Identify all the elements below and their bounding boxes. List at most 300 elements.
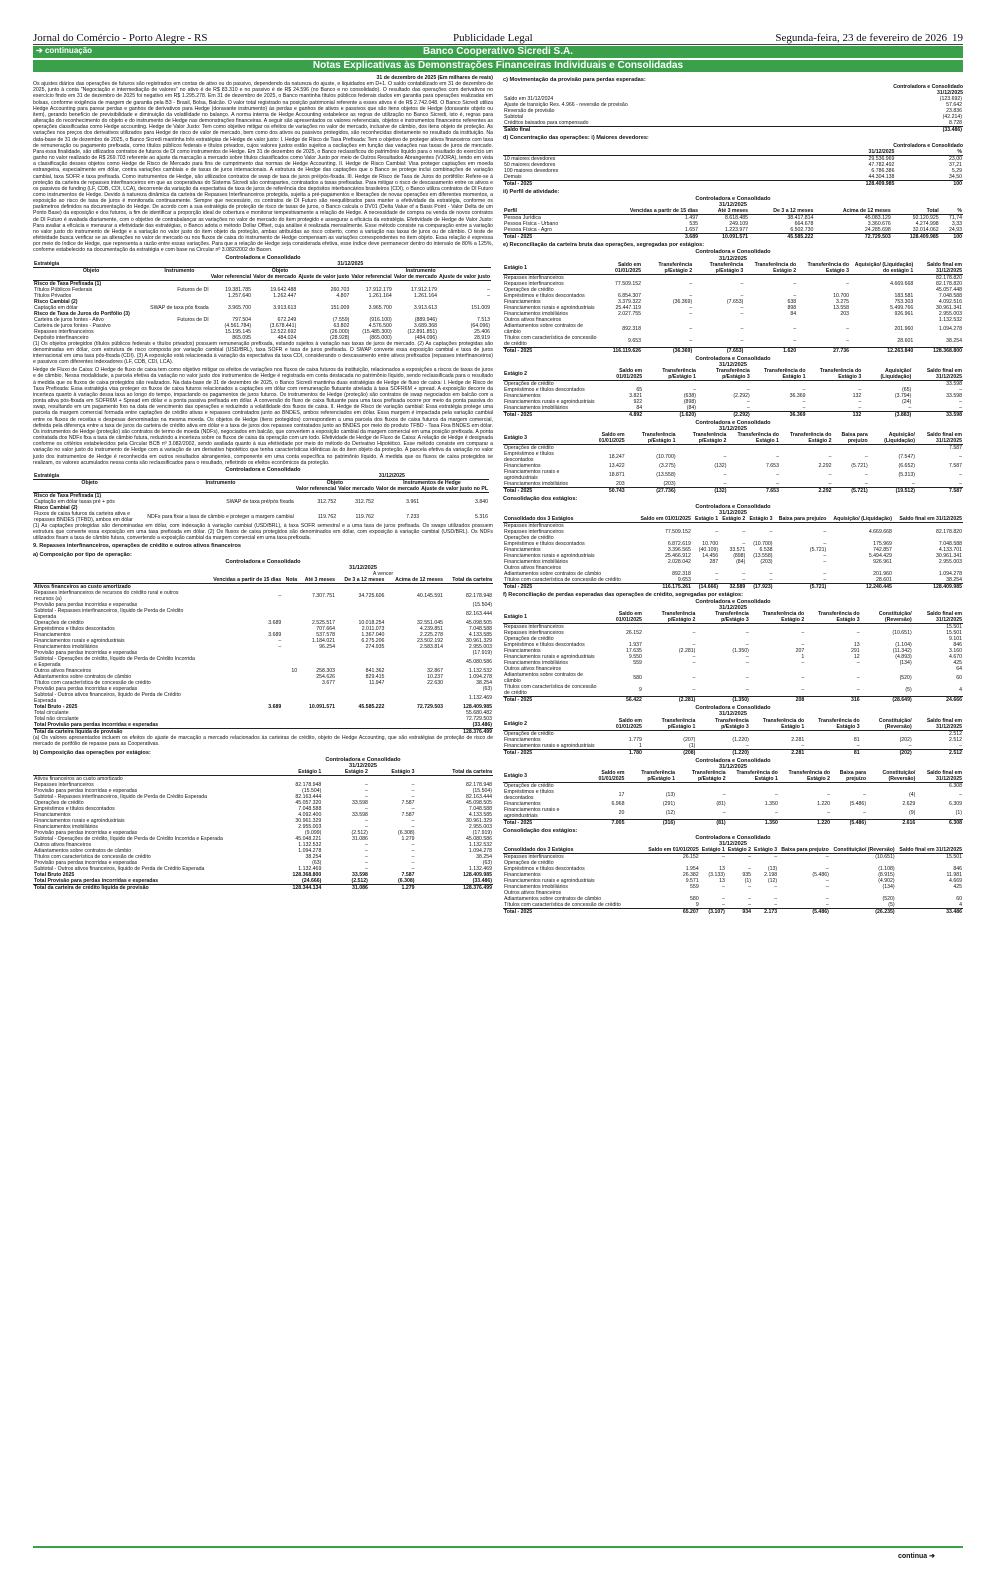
table-cell: (17.919) xyxy=(472,650,492,657)
table-cell: – xyxy=(825,878,829,885)
col-header: Até 3 meses xyxy=(298,577,336,584)
table-cell: 935 xyxy=(742,872,751,879)
table-cell: Risco de Taxa de Juros do Portfólio (3) xyxy=(34,310,130,317)
table-cell: (520) xyxy=(882,896,895,903)
col-header: Estágio 3 xyxy=(503,432,585,445)
table-cell: 10 xyxy=(291,668,298,675)
table-cell: 45.098.505 xyxy=(466,620,492,627)
table-cell: Financiamentos xyxy=(34,632,71,639)
col-header: Estágio 3 xyxy=(746,516,773,523)
col-header: Saldo em 01/01/2025 xyxy=(600,611,643,624)
table-cell: 37,21 xyxy=(949,161,962,168)
table-cell: 9.101 xyxy=(949,636,962,643)
table-cell: (3.107) xyxy=(700,909,726,916)
table-cell: 128.344.134 xyxy=(265,885,322,892)
col-header: Estágio 2 xyxy=(726,847,752,854)
table-cell: 258.303 xyxy=(316,668,336,675)
col-header: Saldo em 01/01/2025 xyxy=(585,432,626,445)
table-cell: (1.620) xyxy=(643,412,697,419)
col-header: Saldo final em 31/12/2025 xyxy=(912,368,963,381)
table-cell: 82.178.948 xyxy=(466,593,492,600)
table-cell: – xyxy=(823,540,827,547)
table-cell: – xyxy=(801,660,805,667)
table-cell: 60 xyxy=(956,896,962,903)
table-cell: (484.096) xyxy=(414,334,437,341)
table-row xyxy=(503,451,963,463)
table-cell: Carteira de juros fontes - Passivo xyxy=(34,322,111,329)
col-header: Constituição/ (Reversão) xyxy=(861,611,913,624)
table-row xyxy=(33,608,493,620)
col-header: Saldo em 01/01/2025 xyxy=(600,368,643,381)
table-cell xyxy=(491,299,493,305)
table-cell: 4.133.585 xyxy=(468,632,492,639)
table-cell: – xyxy=(411,866,415,872)
table-cell: 84 xyxy=(790,310,797,317)
table-group-title: Controladora e Consolidado xyxy=(695,705,771,712)
table-cell: 2.011.073 xyxy=(361,626,385,633)
table-cell: – xyxy=(823,576,827,583)
table-cell: 1.132.469 xyxy=(468,695,492,702)
col-header: Saldo em 01/01/2025 xyxy=(585,770,625,783)
col-header: Vencidas a partir de 15 dias xyxy=(200,577,282,584)
table-cell: (3.133) xyxy=(708,872,725,879)
table-cell: 128.376.499 xyxy=(444,729,493,736)
table-cell: 4 xyxy=(959,687,962,694)
table-cell: Operações de crédito xyxy=(504,730,554,737)
header-row xyxy=(503,432,963,445)
table-cell: Total da carteira de crédito líquida de provisão xyxy=(33,885,265,892)
col-header: Aquisição/ (Liquidação) xyxy=(869,432,916,445)
col-header: Acima de 12 meses xyxy=(814,208,891,215)
table-cell: (9) xyxy=(908,809,916,816)
table-cell: (5) xyxy=(888,902,895,909)
table-date: 31/12/2025 xyxy=(719,361,747,368)
table-cell: 201.960 xyxy=(894,325,914,332)
table-cell: Subtotal - Outros ativos financeiros, líquido de Perda de Crédito Esperada xyxy=(34,692,181,705)
table-cell xyxy=(282,608,298,620)
table-cell: (5.721) xyxy=(774,583,828,590)
table-cell: – xyxy=(863,809,867,816)
table-cell: 559 xyxy=(690,884,699,891)
table-cell: 7.513 xyxy=(477,316,490,323)
col-header: Saldo em 01/01/2025 xyxy=(600,718,643,731)
table-cell: 7.233 xyxy=(406,513,420,520)
table-cell: 119.762 xyxy=(317,513,337,520)
table-cell: Pessoa Jurídica xyxy=(504,215,541,222)
table-cell: – xyxy=(742,540,746,547)
table-cell: 183.581 xyxy=(894,292,914,299)
table-cell: 1 xyxy=(638,742,642,749)
col-header: Valor de mercado xyxy=(375,485,420,492)
table-cell: 4.669.668 xyxy=(890,280,914,287)
table-cell: (3.678.441) xyxy=(269,322,297,329)
table-cell: (3.794) xyxy=(894,393,912,400)
table-cell: Outros ativos financeiros xyxy=(504,666,562,673)
table-cell: 6.275.206 xyxy=(361,638,385,645)
table-cell: – xyxy=(692,630,696,637)
table-cell: – xyxy=(846,337,849,344)
table-cell: 15.195.145 xyxy=(225,328,252,335)
table-cell: 82.163.444 xyxy=(295,794,322,800)
table-cell: – xyxy=(278,593,282,600)
table-cell: 580 xyxy=(690,896,699,903)
table-cell: 7.587 xyxy=(916,488,963,495)
table-cell: 9 xyxy=(695,902,699,909)
table-cell: Financiamentos rurais e agroindustriais xyxy=(504,654,595,661)
col-header: Saldo final em 31/12/2025 xyxy=(914,262,963,275)
table-cell: 2.292 xyxy=(818,463,832,470)
hedge-paragraph-2: Hedge de Fluxo de Caixa: O Hedge de fluxo de caixa tem como objetivo mitigar os efeitos de variações nos fluxos de caixa futuros da instituição, relacionados a exposições a riscos de taxas de juros e de câmbio. Nessa modalidade, a parcela efetiva da variação no valor justo dos instrumentos de Hedge é registrada em conta destacada no patrimônio líquido, sendo reclassificada para o resultado à medida que os fluxos de caixa protegidos são realizados. Na data-base de 31 de dezembro de 2025, o Banco Sicredi mantinha duas estratégias de Hedge de fluxo de caixa: I. Hedge de Risco de Taxa Prefixada: Essa estratégia visa proteger os fluxos de caixa futuros relacionados a captações em dólar com remuneração flutuante atrelada à taxa SOFR6M + spread. A exposição decorre da incerteza quanto à variação dessa taxa ao longo do tempo, impactando os pagamentos de juros futuros. Os instrumentos de Hedge (proteção) são contratos de swap negociados em balcão com a ponta ativa pós-fixada em SOFR6M + Spread em dólar e a ponta passiva prefixada em dólar. A conversão do fluxo de caixa flutuante para uma taxa prefixada ocorre por meio da ponta passiva do swap, resultando em um pagamento fixo na data de vencimento das operações e reduzindo a volatilidade dos fluxos de caixa. II. Hedge de Risco de variação cambial: Essa estratégia protege uma parcela da margem comercial formada entre captações de crédito ativas e repasses contratados junto ao BNDES, ambos referenciados em dólar. Essa margem é impactada pela variação cambial entre os fluxos de receitas e despesas denominadas na mesma moeda. Os objetos de Hedge (itens protegidos) correspondem a uma parcela dos fluxos de caixa futuros da margem comercial, definida pela diferença entre a taxa de juros da carteira de crédito ativa em dólar e a taxa de juros dos repasses contratados junto ao BNDES por meio do produto TFBD - Taxa Fixa BNDES em dólar. Os instrumentos de Hedge (proteção) são contratos de termo de moeda (NDFs), negociados em balcão, que convertem a exposição cambial da margem comercial em uma posição prefixada. A ponta contratada dos NDFs fixa a taxa de câmbio futura, reduzindo a incerteza sobre os fluxos de caixa da operação com um todo. Efetividade de Hedge de Fluxo de Caixa: A relação de Hedge é designada conforme os critérios estabelecidos pela Circular BCB nº 3.082/2002, sendo avaliada quanto à sua efetividade por meio do método do Derivativo Hipotético. Esse método consiste em comparar a variação no valor justo do instrumento de Hedge com a variação de um derivativo hipotético que tenha características idênticas às do item objeto da proteção. A parcela efetiva da variação no valor justo dos instrumentos de Hedge é reconhecida em outros resultados abrangentes, componente em uma conta específica no patrimônio líquido. À medida que os fluxos de caixa protegidos se realizam, os valores acumulados nessa conta são reclassificados para o resultado, refletindo os efeitos econômicos da proteção. xyxy=(33,367,493,466)
table-cell: Pessoa Física - Urbano xyxy=(504,221,559,228)
table-cell: 7.048.588 xyxy=(938,292,962,299)
table-cell: (1.350) xyxy=(696,697,749,704)
right-column xyxy=(503,75,963,917)
table-cell: Captação em dólar taxas pré + pós xyxy=(34,498,115,505)
table-cell: 2.512 xyxy=(949,730,962,737)
table-cell: 44.304.138 xyxy=(868,173,895,180)
table-cell: 45.048.221 xyxy=(295,836,322,842)
table-cell: 3.689 xyxy=(268,704,282,711)
col-header: Transferência do Estágio 1 xyxy=(751,368,807,381)
col-header: De 3 a 12 meses xyxy=(336,577,385,584)
table-cell: 38.254 xyxy=(946,337,962,344)
col-header: Saldo final em 31/12/2025 xyxy=(916,432,963,445)
table-cell: Empréstimos e títulos descontados xyxy=(504,451,554,464)
table-cell: (889.946) xyxy=(414,316,437,323)
table-cell: 10 maiores devedores xyxy=(504,155,556,162)
table-cell: (132) xyxy=(714,463,727,470)
col-header: Transferência p/Estágio 1 xyxy=(643,368,697,381)
table-cell: – xyxy=(959,387,962,394)
col-header: Total xyxy=(892,208,940,215)
table-date: 31/12/2025 xyxy=(937,90,963,97)
stage2-portfolio-table xyxy=(503,356,963,418)
date-line: 31 de dezembro de 2025 (Em milhares de reais) xyxy=(376,75,493,81)
table-cell: 1.497 xyxy=(684,215,698,222)
table-cell: – xyxy=(774,896,778,903)
table-cell: Financiamentos imobiliários xyxy=(504,558,569,565)
table-cell: 30.961.341 xyxy=(936,552,962,559)
table-cell: – xyxy=(745,654,749,661)
table-cell: 2.512 xyxy=(913,749,963,756)
table-group-title: Controladora e Consolidado xyxy=(325,756,401,763)
table-cell: (5.721) xyxy=(832,488,868,495)
table-cell: 4.092.400 xyxy=(298,812,322,818)
table-cell: – xyxy=(411,788,415,794)
table-cell: 892.318 xyxy=(622,325,642,332)
table-cell: (207) xyxy=(683,736,696,743)
table-cell: – xyxy=(365,866,368,872)
table-cell: (5.486) xyxy=(849,800,867,807)
table-group-title: Controladora e Consolidado xyxy=(695,355,771,362)
table-cell: 15.501 xyxy=(946,624,962,631)
section-d-title: d) Concentração das operações: i) Maiores devedores: xyxy=(503,135,649,142)
table-cell: Títulos com característica de concessão de crédito xyxy=(504,334,597,347)
table-cell xyxy=(336,692,385,704)
table-cell: 60 xyxy=(956,675,962,682)
table-cell: – xyxy=(801,742,805,749)
table-cell: 84 xyxy=(636,405,643,412)
col-header: Total da carteira xyxy=(415,769,493,776)
table-cell: Adiantamentos sobre contratos de câmbio xyxy=(504,570,602,577)
table-cell: (203) xyxy=(760,558,773,565)
table-cell: 128.368.800 xyxy=(914,347,963,354)
table-cell: 45.585.222 xyxy=(358,704,385,711)
table-cell: (12) xyxy=(767,878,778,885)
col-header: Constituição/ (Reversão) xyxy=(861,718,913,731)
header-row xyxy=(503,718,963,731)
table-cell: 11.981 xyxy=(946,872,962,879)
table-cell: 30.961.329 xyxy=(295,818,322,824)
table-cell: 2.512 xyxy=(949,736,962,743)
col-header: 31/12/2025 xyxy=(295,473,489,480)
table-cell: – xyxy=(863,791,867,798)
table-cell: – xyxy=(411,818,415,824)
table-cell: 128.376.499 xyxy=(415,885,493,892)
table-cell: Reversão de provisão xyxy=(504,108,555,115)
table-cell: – xyxy=(745,630,749,637)
table-cell: 32.589 xyxy=(719,583,746,590)
table-cell: – xyxy=(828,481,832,488)
table-cell: (638) xyxy=(683,393,696,400)
table-cell: – xyxy=(856,660,860,667)
table-cell: Financiamentos rurais e agroindustriais xyxy=(34,818,125,824)
table-cell: 24.285.698 xyxy=(864,227,891,234)
table-cell: 3.275 xyxy=(836,298,849,305)
col-header: Saldo final em 31/12/2025 xyxy=(913,718,963,731)
table-cell: – xyxy=(365,860,368,866)
table-cell: – xyxy=(689,280,693,287)
table-cell: 2.027.755 xyxy=(617,310,642,317)
table-cell: (9.099) xyxy=(304,830,322,836)
table-cell: Empréstimos e títulos descontados xyxy=(34,806,115,812)
table-cell: 841.362 xyxy=(365,668,385,675)
col-header: Valor de mercado xyxy=(393,273,437,280)
table-cell: – xyxy=(692,687,696,694)
table-cell: Financiamentos imobiliários xyxy=(504,310,569,317)
table-cell: – xyxy=(823,552,827,559)
table-cell: – xyxy=(487,286,490,293)
table-cell: 7.587 xyxy=(949,445,962,452)
table-cell: 484.024 xyxy=(277,334,297,341)
table-cell: Provisão para perdas incorridas e esperadas xyxy=(34,686,138,693)
col-header: Transferência do Estágio 3 xyxy=(805,611,860,624)
table-cell: – xyxy=(723,454,727,461)
table-cell: 13.558 xyxy=(833,304,849,311)
table-cell: 12.263.840 xyxy=(850,347,914,354)
table-cell: 82.178.820 xyxy=(936,274,962,281)
table-head xyxy=(503,262,963,275)
table-cell: 535 xyxy=(689,221,698,228)
table-cell: 20 xyxy=(618,809,625,816)
table-cell: – xyxy=(745,687,749,694)
table-cell: – xyxy=(769,570,773,577)
table-cell: 9.653 xyxy=(677,576,691,583)
issue-date: Segunda-feira, 23 de fevereiro de 2026 xyxy=(775,32,947,44)
table-cell: – xyxy=(692,675,696,682)
table-cell: – xyxy=(908,405,912,412)
table-cell: 81 xyxy=(853,736,860,743)
table-cell: Total - 2025 xyxy=(503,234,590,241)
consolidated-portfolio-table xyxy=(503,504,963,590)
table-date: 31/12/2025 xyxy=(349,762,377,769)
table-cell: 9 xyxy=(638,687,642,694)
table-head xyxy=(503,718,963,731)
col-header: Ajuste de valor justo no PL xyxy=(421,485,488,492)
table-cell: Operações de crédito xyxy=(504,534,554,541)
table-cell: (4) xyxy=(908,791,916,798)
table-cell: 3.965.700 xyxy=(227,304,252,311)
table-cell: 25.447.119 xyxy=(615,304,642,311)
table-cell: (5.721) xyxy=(809,546,827,553)
table-body xyxy=(503,522,963,590)
col-header: Transferência do Estágio 2 xyxy=(779,770,831,783)
col-header: Transferência p/Estágio 2 xyxy=(642,262,693,275)
table-cell: Empréstimos e títulos descontados xyxy=(504,642,585,649)
table-cell: – xyxy=(689,292,693,299)
table-cell: (10.651) xyxy=(892,630,912,637)
table-cell: – xyxy=(411,824,415,830)
table-cell: (15.504) xyxy=(472,788,492,794)
table-cell: 7.307.751 xyxy=(311,593,336,600)
table-cell: 18.871 xyxy=(608,472,625,479)
table-cell: – xyxy=(723,472,727,479)
table-cell: 19.381.785 xyxy=(225,286,252,293)
table-group-title: Controladora e Consolidado xyxy=(225,466,301,473)
stage1-loss-table xyxy=(503,599,963,703)
table-cell: 7.587 xyxy=(401,800,415,806)
table-cell: Total - 2025 xyxy=(503,412,600,419)
activity-profile-table xyxy=(503,196,963,240)
table-cell: 45.098.505 xyxy=(466,800,492,806)
table-cell: – xyxy=(774,884,778,891)
table-cell: 96.254 xyxy=(319,644,336,651)
table-cell: Repasses interfinanceiros xyxy=(504,528,564,535)
col-header: Estágio 1 xyxy=(700,847,726,854)
section-dii-title: ii) Perfil de atividade: xyxy=(503,188,560,195)
table-cell: (7.559) xyxy=(332,316,350,323)
table-cell xyxy=(298,608,336,620)
table-cell: Títulos com característica de concessão de crédito xyxy=(34,680,151,687)
table-cell: 10.091.571 xyxy=(699,234,749,241)
table-cell: (316) xyxy=(625,819,676,826)
table-cell: Total não circulante xyxy=(34,716,79,723)
table-cell: 846 xyxy=(953,866,962,873)
table-cell: Financiamentos rurais e agroindustriais xyxy=(34,638,125,645)
table-cell: 6.854.307 xyxy=(617,292,642,299)
table-cell: 14.456 xyxy=(702,552,719,559)
table-cell: – xyxy=(278,638,282,645)
table-cell: 1.780 xyxy=(600,749,643,756)
table-cell xyxy=(336,656,385,668)
table-cell: 17 xyxy=(618,791,625,798)
table-cell: Empréstimos e títulos descontados xyxy=(504,292,585,299)
hedge-paragraph-1: Os ajustes diários das operações de futuros são registrados em contas de ativo ou do passivo, dependendo da natureza do ajuste, e liquidados em D+1. O saldo contabilizado em 31 de dezembro de 2025, junto à conta "Negociação e intermediação de valores" no ativo é de R$ 83.310 e no passivo é de R$ 24.596 (no Banco e no consolidado). O resultado das operações com derivativos no exercício findo em 31 de dezembro de 2025 foi negativo em R$ 1.295.278. Em 31 de dezembro de 2025, o Banco mantinha títulos públicos federais dados em garantia para operações realizadas em bolsas, conforme exigência de margem de garantia pela B3 - Brasil, Bolsa, Balcão. O valor total registrado na posição patrimonial referente a esses ativos é de R$ 2.742.048. O Banco Sicredi utiliza Hedge Accounting para parear perdas e ganhos de derivativos para Hedge (doravante instrumento) às perdas e ganhos de ativos e passivos que são itens objetos de Hedge (doravante objeto ou item), gerando benefício de previsibilidade e diminuição da volatilidade no balanço. A norma interna de Hedge Accounting estabelece as regras de utilização no Banco Sicredi, isto é, regras para alteração do reconhecimento do objeto e do instrumento de Hedge nas demonstrações financeiras. A seguir são apresentados os valores referenciais, objetos e instrumentos financeiros referentes as operações classificadas como Hedge accounting. Hedge de Valor Justo: Tem como objetivo mitigar os efeitos de variações no valor de mercado, inclusive de câmbio, dos itens objeto de proteção. As variações nos preços dos derivativos utilizados para Hedge de risco de valor de mercado, bem como dos ativos ou passivos protegidos, são reconhecidas diretamente no resultado da instituição. Na data-base de 31 de dezembro de 2025, o Banco Sicredi mantinha três estratégias de Hedge de valor justo: I. Hedge de Risco de Taxa Prefixada: Tem o objetivo de proteger ativos financeiros com taxa de remuneração ou pagamento prefixada, como títulos públicos federais e títulos privados, cujos valores justos estão sujeitos a oscilações em função das variações nas taxas de juros de mercado. Para essa finalidade, são utilizados contratos de futuros de DI como instrumentos de Hedge. Em 31 de dezembro de 2025, o Banco reclassificou do patrimônio líquido para o resultado do exercício um ganho no valor realizado de R$ 269.703 referente ao ajuste da marcação a mercado sobre títulos classificados como Valor Justo por meio de Outros Resultados Abrangentes (VJORA), tendo em vista a classificação desses objetos como Hedge de Risco de Mercado para fins de cumprimento das normas de Hedge Accounting. II. Hedge de Risco Cambial: Visa proteger captações em moeda estrangeira, especialmente em dólar, contra variações cambiais e de taxas de juros internacionais. A estrutura de Hedge das captações que o Banco se protege inclui combinações de variação cambial, taxa SOFR e taxa prefixada. Como instrumentos de Hedge, são utilizados contratos de swap de taxa de juros pré/pós-fixada. III. Hedge de Risco de Taxa de Juros do portifólio: Refere-se à proteção da carteira de repasses interfinanceiros em que as cooperativas do Sistema Sicredi são contrapartes, contratados a taxas prefixadas. Para mitigar o risco de descasamento entre os ativos e os passivos de funding (LF, CDB, CDI, LCA), decorrente da variação da expectativa de taxa de juros de referência dos depósitos interbancários brasileiros (CDI), o Banco utiliza contratos de DI Futuro como instrumentos de Hedge. Devido à natureza dinâmica da carteira de Repasses Interfinanceiros protegida, sujeita a pré-pagamentos e liberações de novas operações em diferentes momentos, a exposição ao risco de taxa de juros é monitorada continuamente. Sempre que necessário, os contratos de DI Futuro são reequilibrados para manter a efetividade da estratégia, conforme os parâmetros definidos na documentação do Hedge. De acordo com a sua estratégia de proteção de risco de taxas de juros, o Banco calcula o DV01 (Delta Value of a Basis Point - Valor Delta de um Ponto Base) da exposição e dos futuros, a fim de identificar a proporção ideal de cobertura e monitorar tempestivamente a relação de Hedge. A necessidade de compra ou venda de novos contratos de DI Futuro é avaliada diariamente, com o objetivo de contrabalançar as variações no valor de mercado do item protegido e assegurar a eficácia da estratégia. Efetividade de Hedge de Valor Justo: Para avaliar a eficácia e mensurar a efetividade das estratégias, o Banco adota o método Dollar Offset, cuja análise é realizada mensalmente. Esse método consiste na comparação entre a variação no valor justo do instrumento de Hedge e a variação no valor justo do item objeto da proteção, ambas atribuídas ao risco coberto, como a variação nas taxas de juros ou de câmbio. O teste de efetividade busca verificar se as alterações no valor de mercado ou nos fluxos de caixa do instrumento de Hedge compensam as variações correspondentes no item objeto. Essa relação é expressa por meio do índice de Hedge, que representa a razão entre essas variações. Para que a relação de Hedge seja considerada efetiva, esse índice deve permanecer dentro do intervalo de 80% a 125%, conforme estabelecido na documentação da estratégia e com base na Circular nº 3.082/2002 do Bacen. xyxy=(33,81,493,254)
table-cell: (7.653) xyxy=(726,298,744,305)
table-cell: 36.369 xyxy=(789,393,806,400)
table-cell: (12) xyxy=(665,809,676,816)
table-body xyxy=(503,215,963,241)
table-cell: 38.254 xyxy=(476,680,492,687)
table-cell: 38.254 xyxy=(305,854,322,860)
table-cell: 17.912.179 xyxy=(411,286,437,293)
table-cell: Outros ativos financeiros xyxy=(34,842,92,848)
table-cell: 72.729.503 xyxy=(814,234,891,241)
table-cell: (132) xyxy=(677,488,728,495)
consolidated-loss-table xyxy=(503,835,963,915)
table-cell: (8.915) xyxy=(878,872,895,879)
table-cell: – xyxy=(776,481,779,488)
table-cell: 15.501 xyxy=(946,854,962,861)
table-cell: (14.666) xyxy=(692,583,719,590)
table-cell: 254.626 xyxy=(316,674,336,681)
table-date: 31/12/2025 xyxy=(719,605,747,612)
table-cell: Títulos com característica de concessão de crédito xyxy=(504,902,621,909)
table-cell: – xyxy=(740,304,744,311)
table-cell: 4 xyxy=(959,902,962,909)
table-cell: 82.178.948 xyxy=(295,782,322,788)
provision-movement-table xyxy=(503,84,963,133)
table-head xyxy=(503,432,963,445)
table-cell: 10.237 xyxy=(427,674,443,681)
table-cell: 707.664 xyxy=(316,626,336,633)
table-cell: (134) xyxy=(899,660,912,667)
table-cell: Empréstimos e títulos descontados xyxy=(504,387,585,394)
table-cell: 1.094.278 xyxy=(468,848,492,854)
table-cell: 260.703 xyxy=(330,286,350,293)
table-body xyxy=(33,584,493,736)
table-cell: Financiamentos rurais e agroindustriais xyxy=(504,878,595,885)
table-cell: – xyxy=(828,472,832,479)
table-cell: 38.254 xyxy=(946,576,962,583)
col-header: Valor referencial xyxy=(210,273,252,280)
table-cell: 846 xyxy=(953,642,962,649)
table-cell: (65) xyxy=(902,387,912,394)
table-cell: – xyxy=(740,310,744,317)
table-cell: – xyxy=(365,782,368,788)
table-cell: – xyxy=(365,818,368,824)
table-cell: – xyxy=(740,292,744,299)
table-cell: 2.198 xyxy=(764,872,778,879)
table-cell: – xyxy=(776,472,779,479)
table-cell: 3.913.613 xyxy=(413,304,437,311)
table-cell: 1.657 xyxy=(684,227,698,234)
table-cell: 1.261.164 xyxy=(413,292,437,299)
table-cell: 56.422 xyxy=(600,697,643,704)
table-row xyxy=(503,323,963,335)
table-cell: 2.173 xyxy=(752,909,778,916)
table-cell: Créditos baixados para compensado xyxy=(504,120,589,127)
table-cell: 201.960 xyxy=(873,570,892,577)
table-cell: 6.786.386 xyxy=(871,167,895,174)
table-cell: 82.178.820 xyxy=(936,280,962,287)
table-cell: 898 xyxy=(787,304,797,311)
table-cell: Outros ativos financeiros xyxy=(504,564,562,571)
table-cell: (7.547) xyxy=(898,454,915,461)
table-cell: Financiamentos xyxy=(504,736,541,743)
table-cell: (19.512) xyxy=(869,488,916,495)
table-cell: 926.961 xyxy=(873,558,892,565)
table-cell: – xyxy=(745,675,749,682)
table-cell: Ativos financeiros ao custo amortizado xyxy=(34,584,131,591)
table-cell: – xyxy=(693,387,696,394)
table-cell: 36.369 xyxy=(751,412,807,419)
table-cell: (28.649) xyxy=(861,697,913,704)
table-head xyxy=(503,368,963,381)
table-cell: – xyxy=(722,791,726,798)
table-cell: 3.961 xyxy=(406,498,420,505)
table-cell: (6.308) xyxy=(398,830,415,836)
